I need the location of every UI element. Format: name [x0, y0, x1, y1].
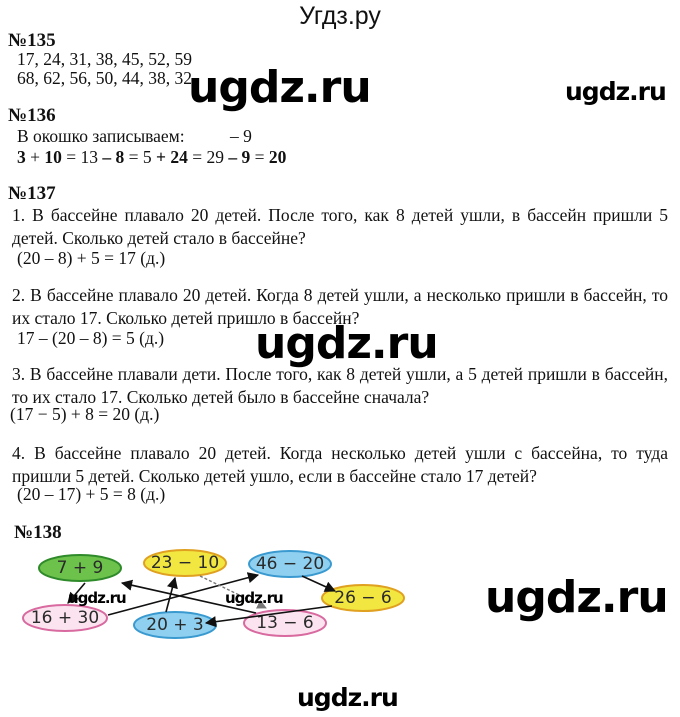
arrow-46minus20-to-26minus6 — [302, 576, 335, 591]
node-label: 23 − 10 — [150, 553, 220, 573]
task-137-item-2-solution: 17 – (20 – 8) = 5 (д.) — [17, 328, 165, 348]
site-title: Угдз.ру — [299, 2, 381, 30]
node-label: 7 + 9 — [56, 558, 104, 578]
task-137-item-4-solution: (20 – 17) + 5 = 8 (д.) — [17, 484, 166, 504]
node-13-minus-6 — [244, 610, 326, 636]
watermark-top-right: ugdz.ru — [565, 77, 666, 106]
node-label: 20 + 3 — [146, 615, 204, 635]
task-137-item-4-text: 4. В бассейне плавало 20 детей. Когда несколько детей ушли с бассейна, то туда пришли 5 детей. Сколько детей ушло, если в бассейне стало 17 детей? — [12, 443, 668, 486]
node-label: 13 − 6 — [256, 613, 314, 633]
node-label: 16 + 30 — [30, 608, 100, 628]
node-23-minus-10 — [144, 550, 226, 576]
task-135-line-1: 17, 24, 31, 38, 45, 52, 59 — [17, 49, 192, 69]
watermark-bottom: ugdz.ru — [297, 683, 398, 712]
chain-part: = — [250, 147, 269, 167]
watermark-diagram-left: ugdz.ru — [68, 589, 126, 607]
node-label: 46 − 20 — [255, 554, 325, 574]
watermark-top-big: ugdz.ru — [188, 62, 371, 113]
chain-part: 3 — [17, 147, 26, 167]
watermark-diagram-mid: ugdz.ru — [225, 589, 283, 607]
chain-part: – 9 — [228, 147, 251, 167]
chain-part: 20 — [268, 147, 287, 167]
task-136-intro: В окошко записываем: — [17, 126, 185, 146]
task-136-intro-value: – 9 — [230, 126, 252, 146]
task-136-chain — [17, 147, 286, 168]
node-7-plus-9 — [39, 555, 121, 581]
chain-part: = 29 — [187, 147, 229, 167]
node-46-minus-20 — [249, 551, 331, 577]
watermark-middle-big: ugdz.ru — [255, 318, 438, 369]
node-16-plus-30 — [23, 605, 107, 631]
task-137-title: №137 — [8, 183, 56, 204]
chain-part: = 5 — [124, 147, 156, 167]
node-20-plus-3 — [134, 612, 216, 638]
node-label: 26 − 6 — [334, 588, 392, 608]
watermark-right-big: ugdz.ru — [485, 572, 668, 623]
task-136-title: №136 — [8, 105, 56, 126]
task-137-item-3-solution: (17 − 5) + 8 = 20 (д.) — [10, 404, 160, 424]
chain-part: + — [25, 147, 45, 167]
task-137-item-3-text: 3. В бассейне плавали дети. После того, как 8 детей ушли, а 5 детей пришли в бассейн, то их стало 17. Сколько детей было в бассейне сначала? — [12, 364, 668, 407]
task-138-title: №138 — [14, 522, 62, 543]
task-135-line-2: 68, 62, 56, 50, 44, 38, 32 — [17, 68, 192, 88]
chain-part: – 8 — [102, 147, 125, 167]
task-135-title: №135 — [8, 30, 56, 51]
task-137-item-2-text: 2. В бассейне плавало 20 детей. Когда 8 детей ушли, а несколько пришли в бассейн, то их стало 17. Сколько детей пришло в бассейн? — [12, 285, 668, 328]
task-137-item-1-solution: (20 – 8) + 5 = 17 (д.) — [17, 248, 166, 268]
task-137-item-1-text: 1. В бассейне плавало 20 детей. После того, как 8 детей ушли, в бассейн пришли 5 детей. Сколько детей стало в бассейне? — [12, 205, 668, 248]
chain-part: + 24 — [156, 147, 188, 167]
chain-part: 10 — [44, 147, 62, 167]
chain-part: = 13 — [61, 147, 103, 167]
node-26-minus-6 — [322, 585, 404, 611]
